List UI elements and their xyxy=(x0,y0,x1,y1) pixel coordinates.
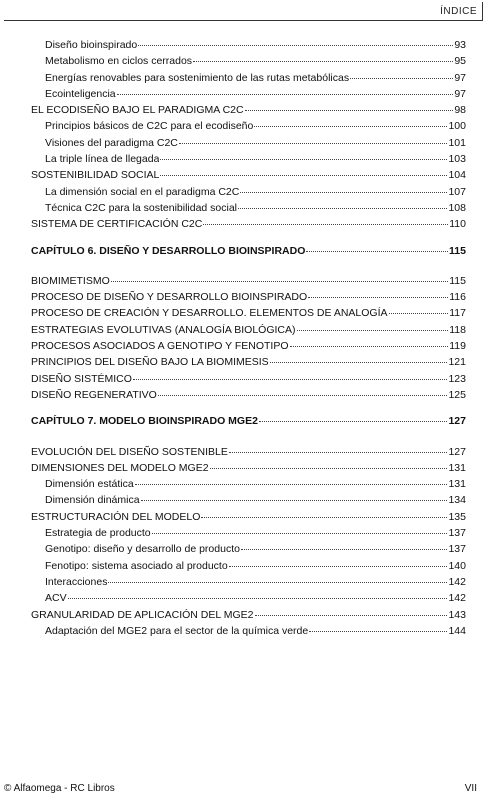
toc-entry-page: 125 xyxy=(448,388,466,401)
toc-entry-title: Técnica C2C para la sostenibilidad social xyxy=(45,201,238,214)
toc-entry-title: Adaptación del MGE2 para el sector de la química verde xyxy=(45,624,309,637)
spacer xyxy=(0,430,487,444)
toc-entry-title: ESTRATEGIAS EVOLUTIVAS (ANALOGÍA BIOLÓGICA) xyxy=(31,323,296,336)
dot-leader xyxy=(152,524,448,534)
toc-entry-page: 119 xyxy=(449,340,466,353)
toc-entry-page: 123 xyxy=(448,372,466,385)
toc-entry-page: 93 xyxy=(454,39,466,51)
dot-leader xyxy=(160,166,447,176)
toc-entry[interactable] xyxy=(0,86,487,102)
toc-entry-page: 131 xyxy=(448,461,466,474)
toc-entry-title: ACV xyxy=(45,592,67,605)
toc-entry-title: PRINCIPIOS DEL DISEÑO BAJO LA BIOMIMESIS xyxy=(31,356,269,369)
toc-entry[interactable] xyxy=(0,289,487,305)
dot-leader xyxy=(306,242,448,252)
toc-entry-title: Fenotipo: sistema asociado al producto xyxy=(45,559,228,572)
page-number: VII xyxy=(464,783,477,794)
dot-leader xyxy=(68,589,448,599)
toc-entry[interactable] xyxy=(0,476,487,492)
chapter-7-entry[interactable] xyxy=(0,413,487,429)
toc-entry-title: PROCESOS ASOCIADOS A GENOTIPO Y FENOTIPO xyxy=(31,340,289,353)
toc-entry[interactable] xyxy=(0,574,487,590)
dot-leader xyxy=(117,85,454,95)
toc-entry-title: EL ECODISEÑO BAJO EL PARADIGMA C2C xyxy=(31,104,244,117)
toc-entry-page: 107 xyxy=(448,185,466,198)
toc-entry[interactable] xyxy=(0,541,487,557)
dot-leader xyxy=(135,475,448,485)
toc-entry[interactable] xyxy=(0,184,487,200)
toc-entry[interactable] xyxy=(0,216,487,232)
toc-entry-page: 95 xyxy=(454,55,466,68)
header-tick xyxy=(482,2,483,20)
toc-entry-title: SOSTENIBILIDAD SOCIAL xyxy=(31,169,160,182)
toc-entry-title: Interacciones xyxy=(45,575,108,588)
toc-entry[interactable] xyxy=(0,525,487,541)
toc-group-chapter6 xyxy=(0,273,487,403)
dot-leader xyxy=(229,443,448,453)
toc-entry[interactable] xyxy=(0,509,487,525)
toc-entry-title: Estrategia de producto xyxy=(45,527,151,540)
toc-entry[interactable] xyxy=(0,558,487,574)
dot-leader xyxy=(254,117,447,127)
dot-leader xyxy=(259,412,448,422)
table-of-contents xyxy=(0,37,487,639)
toc-entry-page: 144 xyxy=(448,624,466,637)
toc-entry-page: 118 xyxy=(449,323,466,336)
toc-entry[interactable] xyxy=(0,492,487,508)
toc-entry[interactable] xyxy=(0,354,487,370)
toc-entry[interactable] xyxy=(0,151,487,167)
toc-entry-page: 127 xyxy=(448,445,466,458)
dot-leader xyxy=(270,353,448,363)
toc-entry[interactable] xyxy=(0,305,487,321)
dot-leader xyxy=(133,370,448,380)
dot-leader xyxy=(240,183,447,193)
dot-leader xyxy=(389,304,449,314)
toc-entry-title: Dimensión dinámica xyxy=(45,494,140,507)
dot-leader xyxy=(290,337,449,347)
toc-entry-title: Principios básicos de C2C para el ecodiseño xyxy=(45,120,254,133)
toc-entry[interactable] xyxy=(0,53,487,69)
toc-entry[interactable] xyxy=(0,590,487,606)
header-rule xyxy=(4,20,483,21)
chapter-7-title: CAPÍTULO 7. MODELO BIOINSPIRADO MGE2 xyxy=(31,415,258,428)
toc-entry[interactable] xyxy=(0,444,487,460)
toc-entry[interactable] xyxy=(0,322,487,338)
toc-entry-title: DIMENSIONES DEL MODELO MGE2 xyxy=(31,461,209,474)
toc-entry-page: 131 xyxy=(448,478,466,491)
dot-leader xyxy=(108,573,447,583)
dot-leader xyxy=(241,540,448,550)
toc-entry-page: 101 xyxy=(448,136,466,149)
toc-entry-page: 134 xyxy=(448,494,466,507)
toc-entry-page: 142 xyxy=(448,575,466,588)
dot-leader xyxy=(138,36,453,46)
dot-leader xyxy=(297,321,449,331)
toc-entry-title: GRANULARIDAD DE APLICACIÓN DEL MGE2 xyxy=(31,608,254,621)
toc-entry-page: 143 xyxy=(448,608,466,621)
toc-entry-title: PROCESO DE DISEÑO Y DESARROLLO BIOINSPIRADO xyxy=(31,291,308,304)
toc-entry-page: 110 xyxy=(449,218,466,231)
toc-entry[interactable] xyxy=(0,118,487,134)
dot-leader xyxy=(179,134,448,144)
toc-entry[interactable] xyxy=(0,37,487,53)
toc-entry[interactable] xyxy=(0,273,487,289)
toc-group-chapter5-tail xyxy=(0,37,487,233)
chapter-7-page: 127 xyxy=(448,415,466,428)
toc-entry[interactable] xyxy=(0,135,487,151)
toc-entry-title: Dimensión estática xyxy=(45,478,134,491)
toc-entry-title: ESTRUCTURACIÓN DEL MODELO xyxy=(31,510,201,523)
toc-entry-title: Ecointeligencia xyxy=(45,87,116,100)
dot-leader xyxy=(308,288,448,298)
toc-entry-page: 121 xyxy=(448,356,466,369)
toc-entry-title: DISEÑO SISTÉMICO xyxy=(31,372,132,385)
dot-leader xyxy=(201,508,447,518)
chapter-6-entry[interactable] xyxy=(0,243,487,259)
page-footer xyxy=(4,783,477,794)
toc-entry-title: PROCESO DE CREACIÓN Y DESARROLLO. ELEMENTOS DE ANALOGÍA xyxy=(31,307,388,320)
toc-entry[interactable] xyxy=(0,70,487,86)
spacer xyxy=(0,259,487,273)
toc-entry[interactable] xyxy=(0,200,487,216)
dot-leader xyxy=(160,150,447,160)
toc-entry[interactable] xyxy=(0,167,487,183)
toc-entry-title: La dimensión social en el paradigma C2C xyxy=(45,185,240,198)
toc-entry-page: 142 xyxy=(448,592,466,605)
toc-entry-title: BIOMIMETISMO xyxy=(31,274,110,287)
toc-entry-page: 108 xyxy=(448,201,466,214)
dot-leader xyxy=(255,606,448,616)
toc-entry-page: 100 xyxy=(448,120,466,133)
toc-entry[interactable] xyxy=(0,623,487,639)
toc-entry-page: 137 xyxy=(448,543,466,556)
toc-entry-page: 104 xyxy=(448,169,466,182)
toc-entry-title: EVOLUCIÓN DEL DISEÑO SOSTENIBLE xyxy=(31,445,228,458)
toc-entry-page: 117 xyxy=(449,307,466,320)
toc-entry-title: SISTEMA DE CERTIFICACIÓN C2C xyxy=(31,218,203,231)
toc-entry[interactable] xyxy=(0,338,487,354)
toc-entry-title: DISEÑO REGENERATIVO xyxy=(31,388,157,401)
toc-entry-title: Metabolismo en ciclos cerrados xyxy=(45,55,193,68)
dot-leader xyxy=(229,557,448,567)
toc-entry[interactable] xyxy=(0,607,487,623)
toc-entry[interactable] xyxy=(0,460,487,476)
chapter-6-page: 115 xyxy=(449,244,466,257)
publisher-credit: © Alfaomega - RC Libros xyxy=(4,783,115,794)
dot-leader xyxy=(158,386,448,396)
toc-entry-page: 135 xyxy=(448,510,466,523)
dot-leader xyxy=(203,215,448,225)
dot-leader xyxy=(309,622,447,632)
toc-entry-page: 98 xyxy=(454,104,466,117)
dot-leader xyxy=(238,199,447,209)
toc-entry[interactable] xyxy=(0,387,487,403)
toc-entry-title: Energías renovables para sostenimiento de las rutas metabólicas xyxy=(45,71,350,84)
dot-leader xyxy=(111,272,449,282)
toc-entry-page: 103 xyxy=(448,153,466,166)
dot-leader xyxy=(210,459,448,469)
toc-entry-page: 115 xyxy=(449,274,466,287)
toc-entry-page: 137 xyxy=(448,527,466,540)
chapter-6-title: CAPÍTULO 6. DISEÑO Y DESARROLLO BIOINSPIRADO xyxy=(31,244,306,257)
toc-group-chapter7 xyxy=(0,444,487,640)
toc-entry-title: Diseño bioinspirado xyxy=(45,39,138,51)
dot-leader xyxy=(193,52,453,62)
toc-entry-title: La triple línea de llegada xyxy=(45,153,160,166)
toc-entry-page: 116 xyxy=(449,291,466,304)
toc-entry-page: 97 xyxy=(454,87,466,100)
running-header: ÍNDICE xyxy=(440,6,477,17)
toc-entry[interactable] xyxy=(0,102,487,118)
toc-entry-title: Visiones del paradigma C2C xyxy=(45,136,178,149)
dot-leader xyxy=(141,491,448,501)
toc-entry-page: 140 xyxy=(448,559,466,572)
toc-entry-page: 97 xyxy=(454,71,466,84)
toc-entry-title: Genotipo: diseño y desarrollo de producto xyxy=(45,543,240,556)
toc-entry[interactable] xyxy=(0,371,487,387)
dot-leader xyxy=(245,101,454,111)
dot-leader xyxy=(350,69,453,79)
